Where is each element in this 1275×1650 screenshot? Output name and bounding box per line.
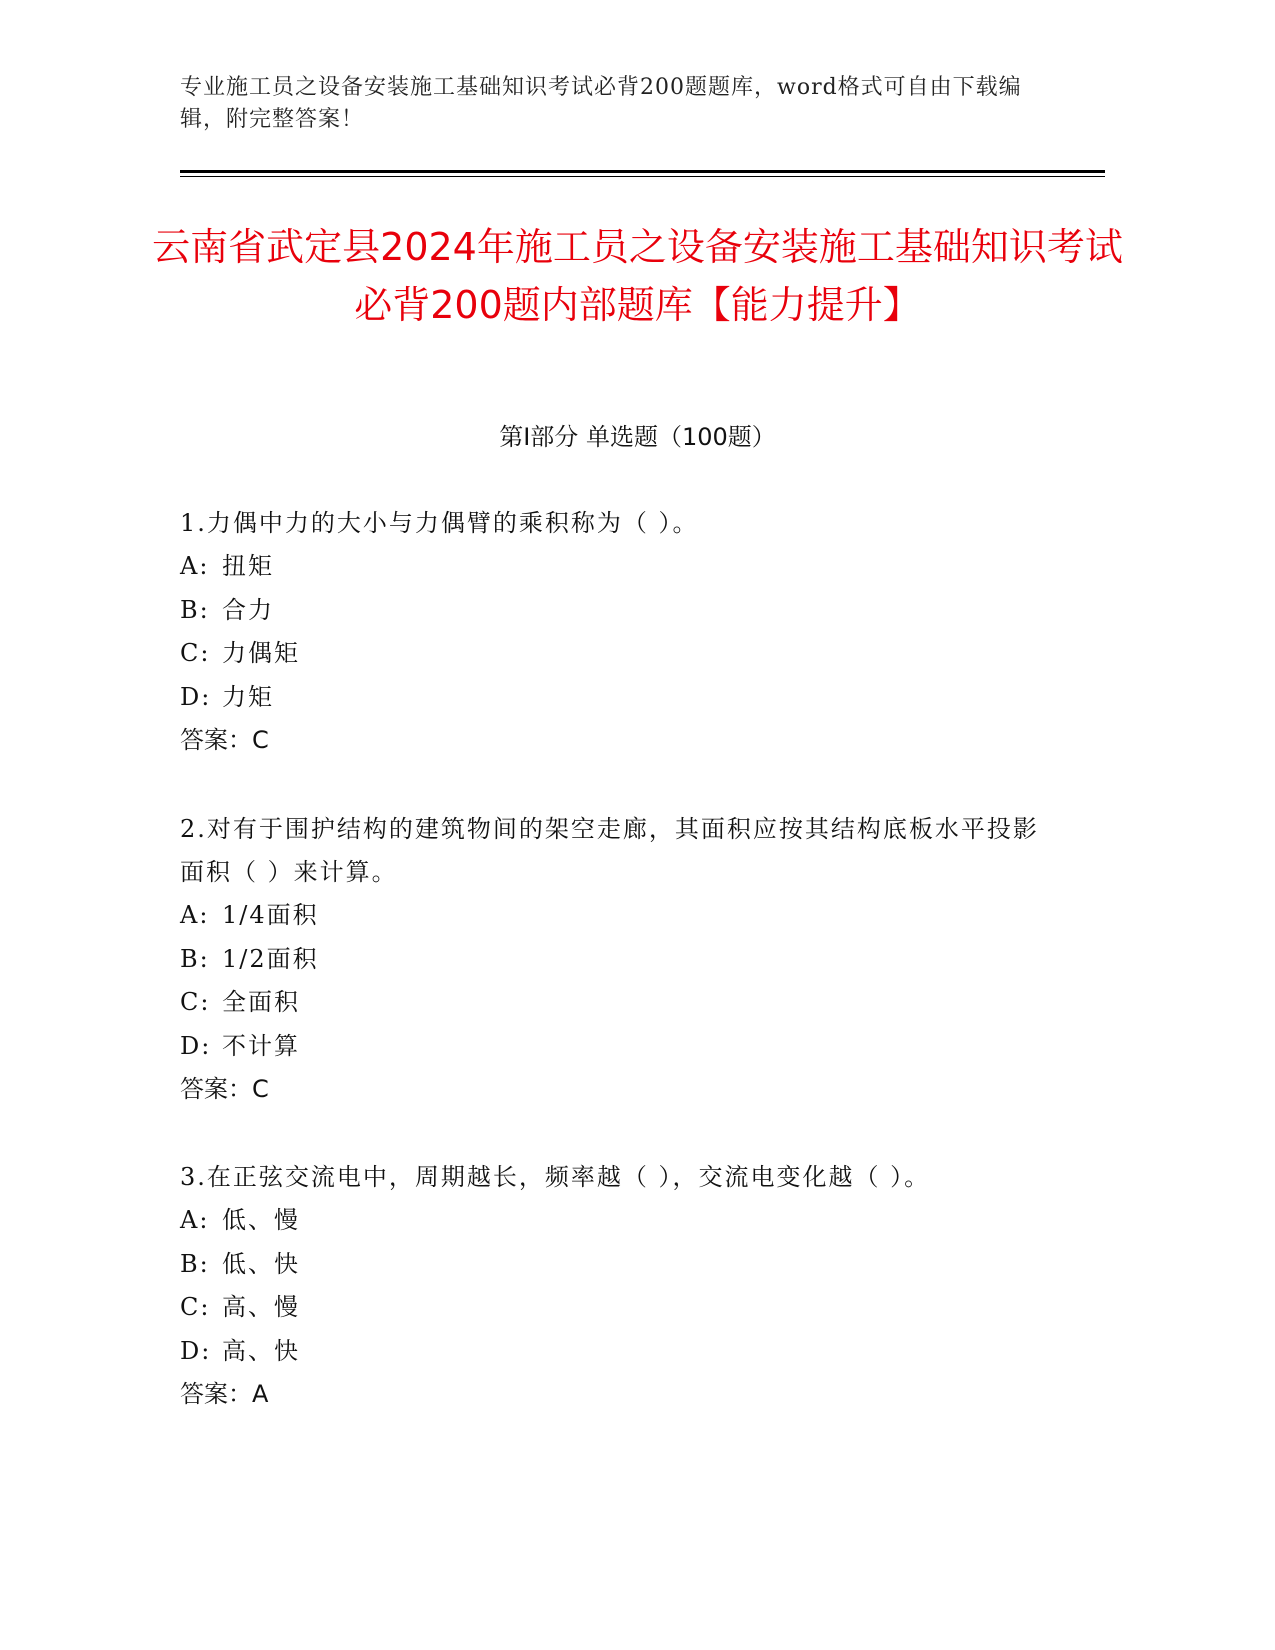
question-option-b [180, 1243, 1060, 1287]
option-text: 合力 [222, 595, 274, 624]
option-text: 低、快 [222, 1249, 300, 1278]
header-rule-thick [180, 170, 1105, 173]
option-label: B: [180, 595, 210, 624]
option-label: A: [180, 1206, 210, 1234]
question-stem: 2.对有于围护结构的建筑物间的架空走廊，其面积应按其结构底板水平投影面积（ ）来计算。 [180, 815, 1039, 886]
question-answer: 答案：C [180, 726, 269, 754]
option-label: D: [180, 682, 212, 711]
question-option-b [180, 938, 1060, 982]
option-text: 扭矩 [222, 552, 274, 580]
option-text: 高、慢 [222, 1293, 300, 1321]
header-rule-thin [180, 176, 1105, 177]
option-label: C: [180, 1293, 211, 1321]
question-option-c [180, 1286, 1060, 1330]
option-label: D: [180, 1031, 212, 1060]
option-text: 1/2面积 [222, 944, 319, 973]
question-answer: 答案：A [180, 1380, 269, 1408]
option-text: 低、慢 [222, 1206, 300, 1234]
question-option-d [180, 676, 1060, 720]
question-option-a [180, 1199, 1060, 1243]
option-label: B: [180, 944, 210, 973]
question-3 [180, 1156, 1060, 1416]
question-stem: 3.在正弦交流电中，周期越长，频率越（ ），交流电变化越（ ）。 [180, 1163, 931, 1191]
section-title: 第Ⅰ部分 单选题（100题） [499, 423, 776, 451]
question-option-a [180, 894, 1060, 938]
document-title: 云南省武定县2024年施工员之设备安装施工基础知识考试必背200题内部题库【能力提升】 [152, 225, 1123, 327]
question-option-a [180, 545, 1060, 589]
option-text: 1/4面积 [222, 901, 319, 929]
option-text: 力偶矩 [222, 639, 300, 667]
question-option-b [180, 589, 1060, 633]
question-option-c [180, 632, 1060, 676]
option-label: C: [180, 988, 211, 1016]
question-option-c [180, 981, 1060, 1025]
option-label: A: [180, 901, 210, 929]
question-answer: 答案：C [180, 1075, 269, 1103]
option-label: C: [180, 639, 211, 667]
question-2 [180, 808, 1060, 1111]
header-note: 专业施工员之设备安装施工基础知识考试必背200题题库，word格式可自由下载编辑，附完整答案！ [180, 75, 1022, 132]
question-option-d [180, 1330, 1060, 1374]
question-stem: 1.力偶中力的大小与力偶臂的乘积称为（ ）。 [180, 509, 699, 537]
option-label: D: [180, 1336, 212, 1365]
question-option-d [180, 1025, 1060, 1069]
option-text: 不计算 [222, 1031, 300, 1060]
option-text: 全面积 [222, 988, 300, 1016]
option-text: 高、快 [222, 1336, 300, 1365]
option-text: 力矩 [222, 682, 274, 711]
option-label: A: [180, 552, 210, 580]
option-label: B: [180, 1249, 210, 1278]
question-1 [180, 502, 1060, 762]
